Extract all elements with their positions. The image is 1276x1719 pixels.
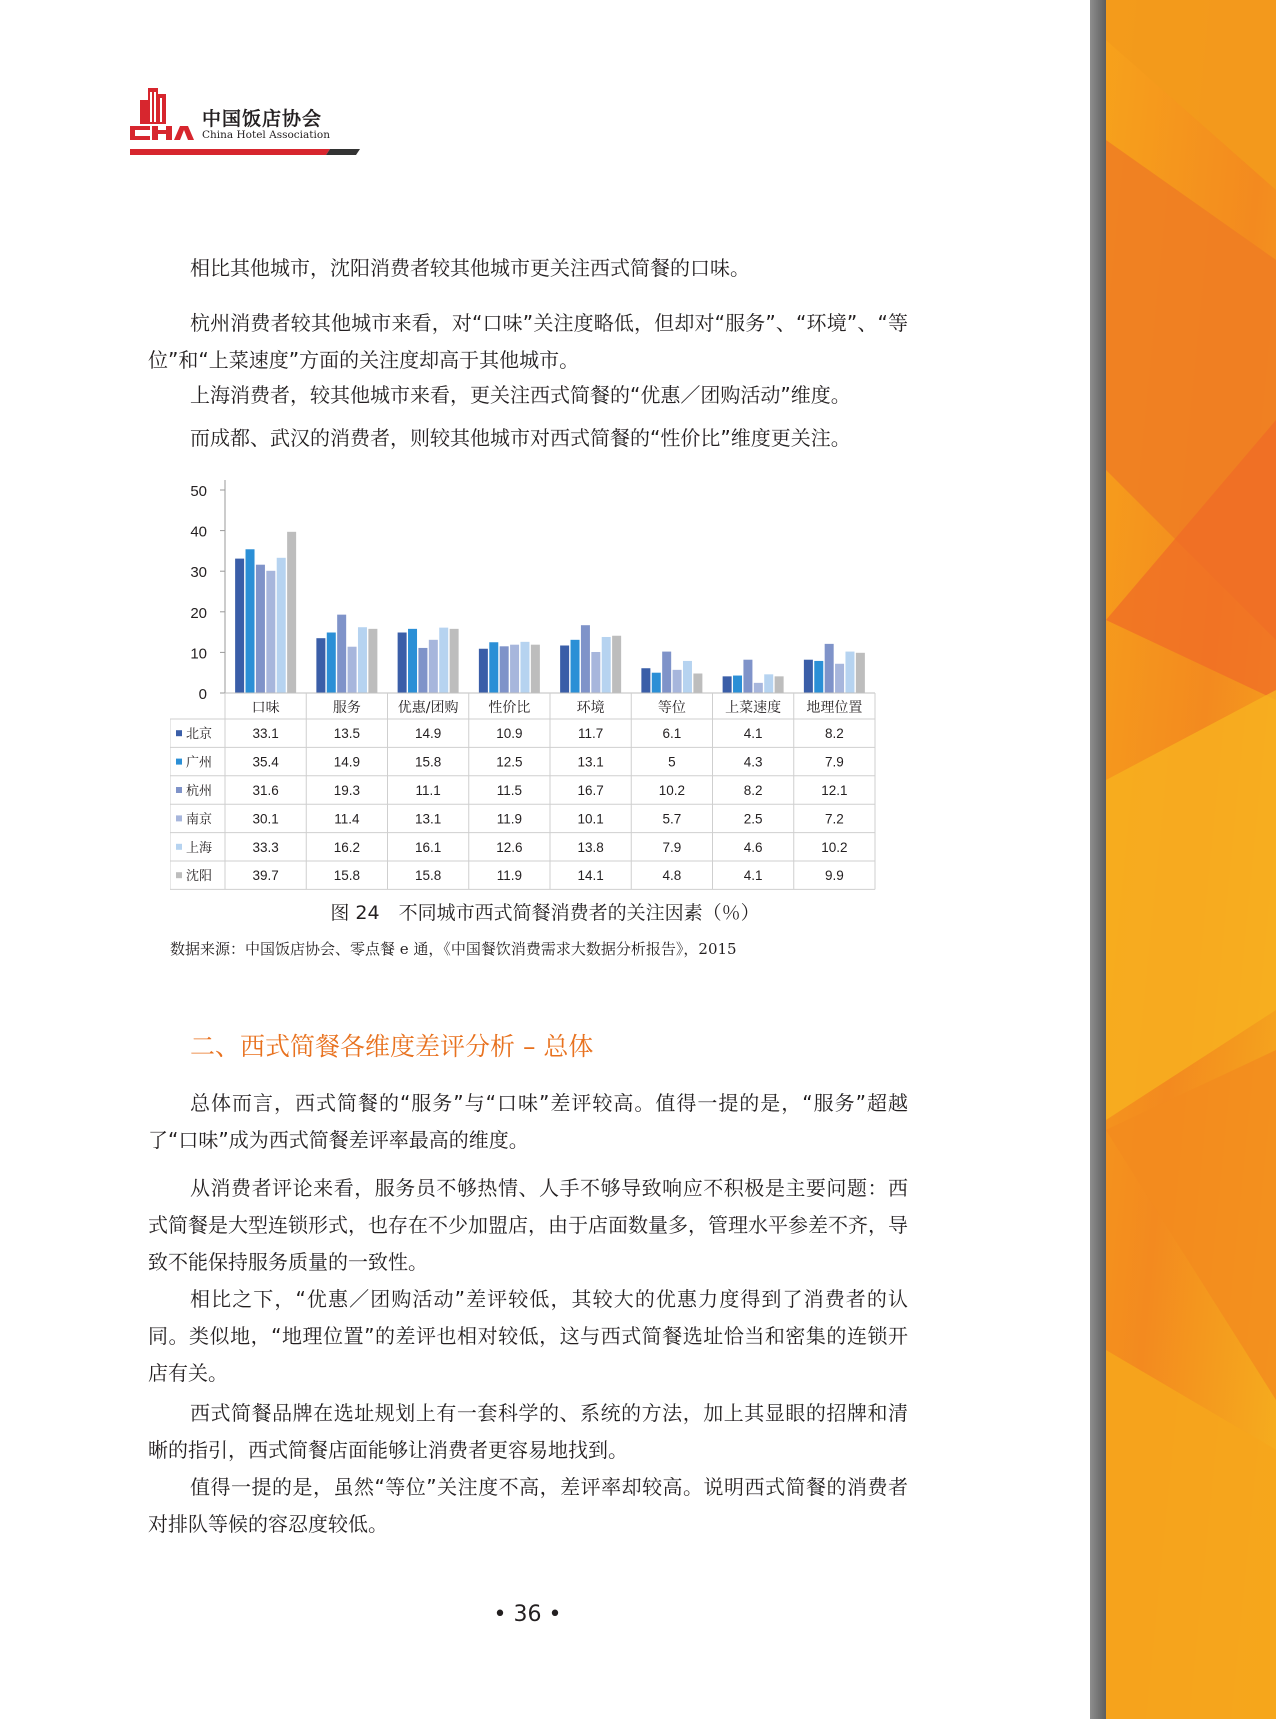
data-value-label: 4.8: [662, 868, 682, 884]
bar: [368, 629, 377, 693]
body-paragraph: 西式简餐品牌在选址规划上有一套科学的、系统的方法，加上其显眼的招牌和清晰的指引，西式简餐店面能够让消费者更容易地找到。: [148, 1401, 908, 1462]
data-value-label: 8.2: [824, 726, 844, 742]
category-label: 优惠/团购: [397, 700, 459, 716]
data-value-label: 10.2: [658, 783, 686, 798]
y-tick-label: 30: [190, 564, 207, 582]
section-heading: 二、西式简餐各维度差评分析 – 总体: [190, 1032, 594, 1061]
data-value-label: 14.9: [333, 754, 361, 770]
bar: [856, 653, 865, 693]
bar: [450, 629, 459, 693]
data-value-label: 12.1: [821, 783, 848, 798]
bar: [560, 645, 569, 693]
bar: [693, 674, 702, 693]
y-tick-label: 10: [190, 645, 207, 663]
category-label: 上菜速度: [725, 700, 782, 716]
data-value-label: 11.1: [415, 783, 441, 798]
data-value-label: 15.8: [333, 868, 361, 884]
data-value-label: 4.1: [743, 868, 763, 884]
category-label: 服务: [332, 700, 361, 716]
bar: [316, 638, 325, 693]
figure-caption: 图 24 不同城市西式简餐消费者的关注因素（％）: [330, 902, 760, 924]
bar: [439, 628, 448, 693]
legend-label: 南京: [186, 812, 213, 828]
bar: [754, 683, 763, 693]
data-value-label: 14.9: [414, 726, 442, 742]
bar: [287, 532, 296, 693]
data-value-label: 4.6: [743, 839, 763, 855]
data-value-label: 7.9: [824, 754, 844, 770]
bar: [489, 642, 498, 693]
data-value-label: 12.5: [496, 754, 523, 770]
bar: [662, 652, 671, 693]
bar: [652, 673, 661, 693]
decorative-side-band: [1090, 0, 1276, 1719]
bar: [520, 642, 529, 693]
bar: [327, 633, 336, 693]
bar: [602, 637, 611, 693]
bar: [398, 633, 407, 693]
data-value-label: 16.1: [414, 839, 442, 855]
bar: [804, 660, 813, 693]
bar: [256, 565, 265, 693]
bar: [814, 661, 823, 693]
data-value-label: 7.2: [824, 811, 844, 827]
data-value-label: 13.1: [414, 811, 442, 827]
logo-chinese-name: 中国饭店协会: [202, 108, 323, 130]
bar: [673, 670, 682, 693]
figure-source: 数据来源：中国饭店协会、零点餐 e 通，《中国餐饮消费需求大数据分析报告》，2015: [170, 940, 737, 958]
data-value-label: 4.3: [743, 754, 763, 770]
bar: [510, 645, 519, 693]
data-value-label: 5.7: [662, 811, 682, 827]
category-label: 口味: [251, 700, 280, 716]
association-logo: [130, 86, 370, 158]
data-value-label: 13.1: [577, 754, 604, 770]
bar: [764, 674, 773, 693]
bar: [825, 644, 834, 693]
bar: [591, 652, 600, 693]
data-value-label: 31.6: [252, 783, 279, 798]
city-focus-bar-chart: [170, 470, 890, 890]
logo-english-name: China Hotel Association: [202, 129, 330, 141]
data-value-label: 10.2: [821, 839, 848, 855]
data-value-label: 8.2: [743, 783, 763, 798]
bar: [835, 664, 844, 693]
data-value-label: 9.9: [824, 868, 844, 884]
data-value-label: 2.5: [743, 811, 763, 827]
data-value-label: 12.6: [496, 839, 523, 855]
data-value-label: 10.1: [577, 811, 604, 827]
data-value-label: 33.1: [252, 726, 279, 742]
bar: [337, 615, 346, 693]
bar: [845, 652, 854, 693]
data-value-label: 13.8: [577, 839, 604, 855]
bar: [348, 647, 357, 693]
data-value-label: 16.7: [577, 783, 604, 798]
category-label: 环境: [576, 700, 605, 716]
bar: [743, 660, 752, 693]
bar: [429, 640, 438, 693]
data-value-label: 19.3: [333, 783, 361, 798]
data-value-label: 30.1: [252, 811, 279, 827]
bar: [500, 646, 509, 693]
legend-label: 广州: [186, 755, 213, 771]
legend-label: 北京: [186, 727, 213, 743]
bar: [723, 676, 732, 693]
header-rule: [130, 149, 360, 157]
bar: [418, 648, 427, 693]
category-label: 等位: [657, 700, 686, 716]
data-value-label: 4.1: [743, 726, 763, 742]
data-value-label: 10.9: [496, 726, 523, 742]
bar: [358, 627, 367, 693]
legend-label: 沈阳: [186, 869, 213, 885]
bar: [277, 558, 286, 693]
intro-paragraph: 相比其他城市，沈阳消费者较其他城市更关注西式简餐的口味。: [190, 256, 750, 280]
legend-label: 杭州: [186, 784, 213, 799]
bar: [235, 559, 244, 693]
bar: [479, 649, 488, 693]
y-tick-label: 0: [198, 686, 207, 703]
data-value-label: 15.8: [414, 868, 442, 884]
bar: [581, 625, 590, 693]
bar: [733, 676, 742, 693]
page-number: • 36 •: [493, 1602, 562, 1627]
legend-swatch: [176, 815, 182, 821]
cha-logo-mark-icon: [130, 86, 194, 142]
legend-swatch: [176, 844, 182, 850]
data-value-label: 33.3: [252, 839, 279, 855]
bar: [641, 668, 650, 693]
bar: [531, 645, 540, 693]
intro-paragraph: 而成都、武汉的消费者，则较其他城市对西式简餐的“性价比”维度更关注。: [190, 426, 851, 450]
data-value-label: 11.9: [496, 868, 523, 884]
intro-paragraph: 杭州消费者较其他城市来看，对“口味”关注度略低，但却对“服务”、“环境”、“等位”和“上菜速度”方面的关注度却高于其他城市。: [148, 311, 908, 372]
bar: [246, 549, 255, 693]
data-value-label: 13.5: [333, 726, 361, 742]
bar: [266, 571, 275, 693]
body-paragraph: 总体而言，西式简餐的“服务”与“口味”差评较高。值得一提的是，“服务”超越了“口味”成为西式简餐差评率最高的维度。: [148, 1091, 908, 1152]
bar: [408, 629, 417, 693]
data-value-label: 11.5: [496, 783, 523, 798]
y-tick-label: 40: [190, 523, 207, 541]
bar: [612, 636, 621, 693]
data-value-label: 39.7: [252, 868, 279, 884]
legend-swatch: [176, 759, 182, 765]
body-paragraph: 相比之下，“优惠／团购活动”差评较低，其较大的优惠力度得到了消费者的认同。类似地，“地理位置”的差评也相对较低，这与西式简餐选址恰当和密集的连锁开店有关。: [148, 1287, 908, 1385]
data-value-label: 14.1: [577, 868, 604, 884]
intro-paragraph: 上海消费者，较其他城市来看，更关注西式简餐的“优惠／团购活动”维度。: [190, 383, 851, 407]
body-paragraph: 从消费者评论来看，服务员不够热情、人手不够导致响应不积极是主要问题：西式简餐是大型连锁形式，也存在不少加盟店，由于店面数量多，管理水平参差不齐，导致不能保持服务质量的一致性。: [148, 1176, 908, 1274]
data-value-label: 11.7: [577, 726, 604, 742]
legend-label: 上海: [186, 840, 213, 856]
legend-swatch: [176, 787, 182, 793]
category-label: 地理位置: [806, 700, 863, 716]
bar: [571, 640, 580, 693]
data-value-label: 35.4: [252, 754, 279, 770]
y-tick-label: 50: [190, 483, 207, 500]
legend-swatch: [176, 730, 182, 736]
body-paragraph: 值得一提的是，虽然“等位”关注度不高，差评率却较高。说明西式简餐的消费者对排队等候的容忍度较低。: [148, 1475, 908, 1536]
data-value-label: 11.9: [496, 811, 523, 827]
bar: [775, 676, 784, 693]
data-value-label: 16.2: [333, 839, 361, 855]
bar: [683, 661, 692, 693]
data-value-label: 6.1: [662, 726, 682, 742]
category-label: 性价比: [488, 700, 531, 716]
data-value-label: 11.4: [334, 811, 360, 827]
data-value-label: 7.9: [662, 839, 682, 855]
data-value-label: 15.8: [414, 754, 442, 770]
data-value-label: 5: [668, 754, 676, 770]
legend-swatch: [176, 872, 182, 878]
y-tick-label: 20: [190, 604, 207, 622]
